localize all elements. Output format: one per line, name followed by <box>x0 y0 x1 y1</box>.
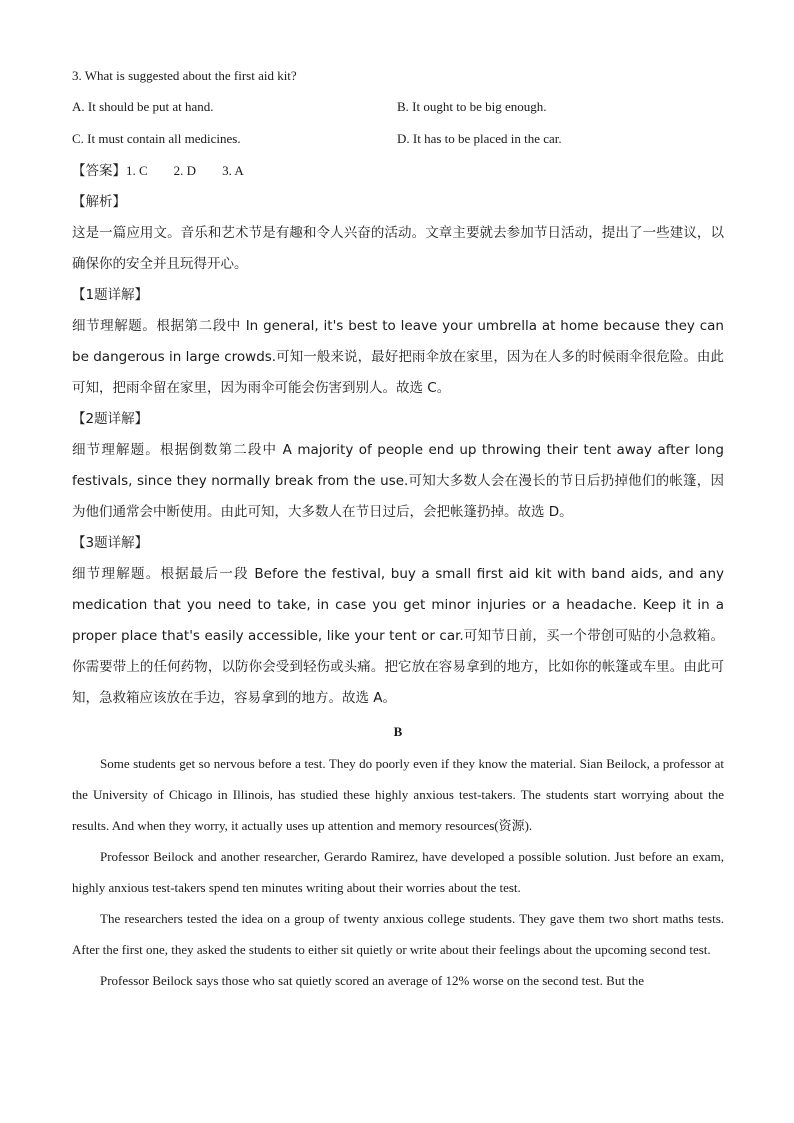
q2-detail-text: 细节理解题。根据倒数第二段中 A majority of people end up throwing their tent away after long festivals, since they normally break from the use.可知大多数人会在漫长的节日后扔掉他们的帐篷，因为他们通常会中断使用。由此可知，大多数人在节日过后，会把帐篷扔掉。故选 D。 <box>72 442 724 520</box>
analysis-label: 【解析】 <box>72 194 126 210</box>
passage-b-paragraph-1: Some students get so nervous before a test. They do poorly even if they know the material. Sian Beilock, a professor at the University of Chicago in Illinois, has studied these highly anxious test-takers. The students start worrying about the results. And when they worry, it actually uses up attention and memory resources(资源). <box>72 756 724 833</box>
option-c-text: It must contain all medicines. <box>87 131 241 146</box>
option-b <box>397 91 547 123</box>
option-a <box>72 91 397 123</box>
answer-line <box>72 155 724 187</box>
q3-detail-text: 细节理解题。根据最后一段 Before the festival, buy a small first aid kit with band aids, and any medication that you need to take, in case you get minor injuries or a headache. Keep it in a proper place that's easily accessible, like your tent or car.可知节日前，买一个带创可贴的小急救箱。你需要带上的任何药物，以防你会受到轻伤或头痛。把它放在容易拿到的地方，比如你的帐篷或车里。由此可知，急救箱应该放在手边，容易拿到的地方。故选 A。 <box>72 566 724 706</box>
document-page <box>72 60 724 996</box>
passage-b-paragraph-3: The researchers tested the idea on a group of twenty anxious college students. They gave them two short maths tests. After the first one, they asked the students to either sit quietly or write about their feelings about the upcoming second test. <box>72 911 724 957</box>
q1-detail-label: 【1题详解】 <box>72 287 149 303</box>
option-a-text: It should be put at hand. <box>87 99 214 114</box>
q3-detail-label: 【3题详解】 <box>72 535 149 551</box>
answer-values <box>126 163 270 178</box>
question-3-stem: 3. What is suggested about the first aid kit? <box>72 68 297 83</box>
q1-detail-text: 细节理解题。根据第二段中 In general, it's best to leave your umbrella at home because they can be dangerous in large crowds.可知一般来说，最好把雨伞放在家里，因为在人多的时候雨伞很危险。由此可知，把雨伞留在家里，因为雨伞可能会伤害到别人。故选 C。 <box>72 318 724 396</box>
q2-detail-label: 【2题详解】 <box>72 411 149 427</box>
option-a-letter: A. <box>72 99 85 114</box>
answer-1: 1. C <box>126 163 148 178</box>
passage-b-paragraph-2: Professor Beilock and another researcher, Gerardo Ramirez, have developed a possible solution. Just before an exam, highly anxious test-takers spend ten minutes writing about their worries about the test. <box>72 849 724 895</box>
answer-2: 2. D <box>173 163 197 178</box>
option-d-text: It has to be placed in the car. <box>412 131 562 146</box>
passage-b-heading: B <box>393 724 403 739</box>
option-d <box>397 123 562 155</box>
analysis-summary: 这是一篇应用文。音乐和艺术节是有趣和令人兴奋的活动。文章主要就去参加节日活动，提出了一些建议，以确保你的安全并且玩得开心。 <box>72 225 724 272</box>
passage-b-paragraph-4: Professor Beilock says those who sat quietly scored an average of 12% worse on the second test. But the <box>100 973 645 988</box>
option-b-text: It ought to be big enough. <box>412 99 547 114</box>
option-d-letter: D. <box>397 131 410 146</box>
answer-label: 【答案】 <box>72 163 126 179</box>
option-c-letter: C. <box>72 131 84 146</box>
option-c <box>72 123 397 155</box>
options-row-2 <box>72 123 724 155</box>
options-row-1 <box>72 91 724 123</box>
answer-3: 3. A <box>222 163 244 178</box>
option-b-letter: B. <box>397 99 409 114</box>
